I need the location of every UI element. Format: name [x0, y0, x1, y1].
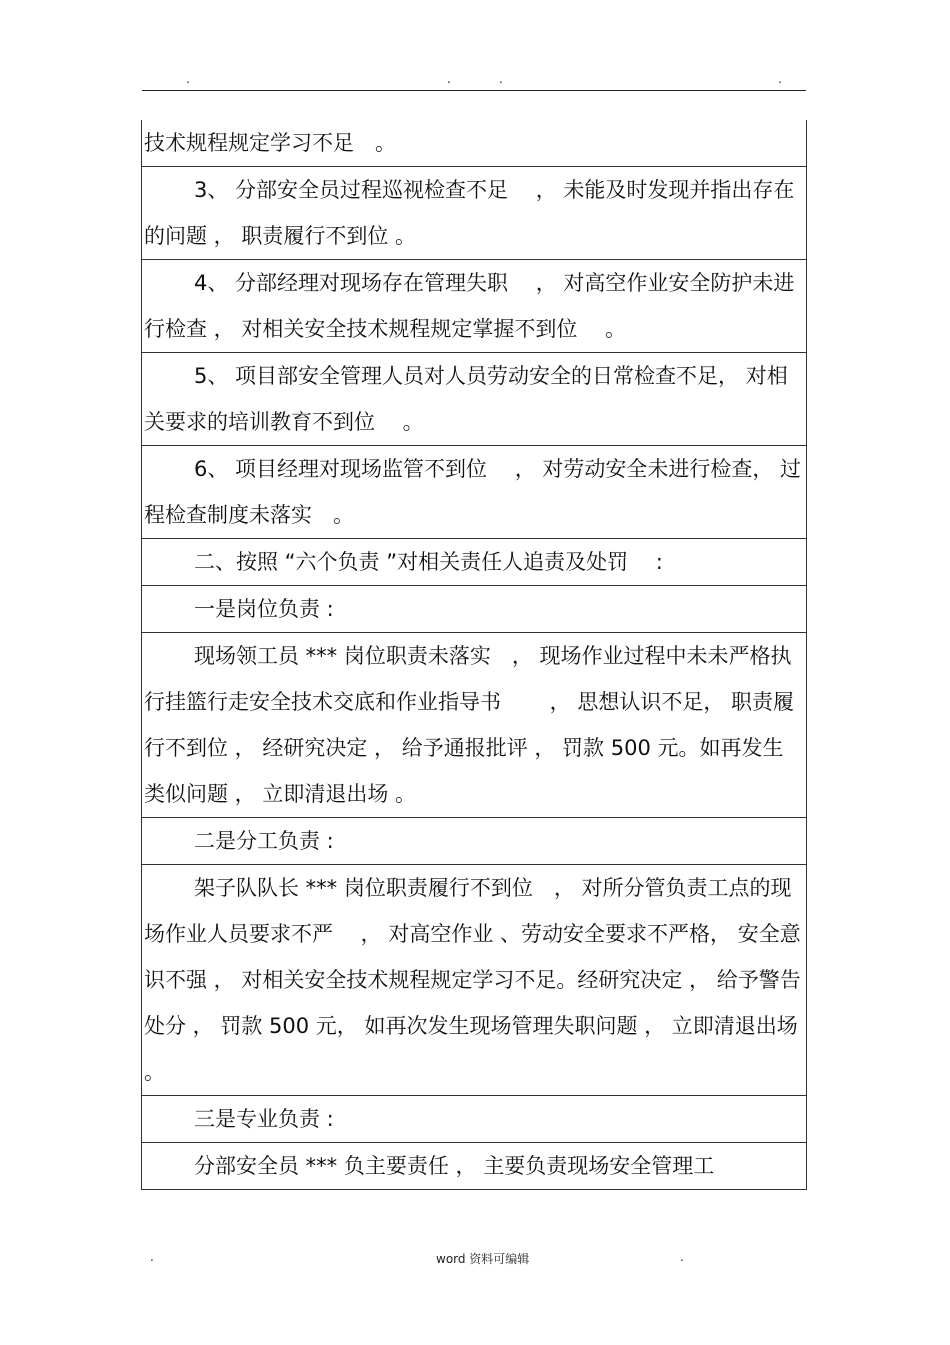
table-cell	[142, 353, 807, 446]
cell-text: 分部安全员 *** 负主要责任 ， 主要负责现场安全管理工	[194, 1154, 715, 1178]
footer-dot: .	[680, 1250, 684, 1264]
table-cell	[142, 633, 807, 818]
table-cell	[142, 586, 807, 633]
document-table	[141, 120, 807, 1190]
footer-text: word 资料可编辑	[436, 1252, 530, 1266]
cell-text: 现场领工员 *** 岗位职责未落实 ， 现场作业过程中未未严格执行挂篮行走安全技术交底和作业指导书 ， 思想认识不足， 职责履行不到位 ， 经研究决定 ， 给予通报批评 ， 罚款 500 元。如再发生类似问题 ， 立即清退出场 。	[144, 644, 795, 806]
cell-text: 二、按照 “六个负责 ”对相关责任人追责及处罚 :	[194, 550, 663, 574]
table-row	[142, 818, 807, 865]
cell-text: 一是岗位负责 :	[194, 597, 334, 621]
table-row	[142, 120, 807, 167]
table-row	[142, 865, 807, 1096]
header-dot: .	[499, 72, 503, 86]
table-row	[142, 633, 807, 818]
footer-dot: .	[150, 1250, 154, 1264]
table-continuation	[141, 1180, 807, 1186]
cell-text: 3、 分部安全员过程巡视检查不足 ， 未能及时发现并指出存在的问题 ， 职责履行不到位 。	[144, 178, 795, 248]
table-cell	[142, 865, 807, 1096]
cell-text: 4、 分部经理对现场存在管理失职 ， 对高空作业安全防护未进行检查 ， 对相关安全技术规程规定掌握不到位 。	[144, 271, 795, 341]
cell-text: 技术规程规定学习不足 。	[144, 131, 396, 155]
cell-text: 5、 项目部安全管理人员对人员劳动安全的日常检查不足， 对相关要求的培训教育不到位 。	[144, 364, 788, 434]
cell-text: 三是专业负责 :	[194, 1107, 334, 1131]
header-dot: .	[778, 72, 782, 86]
table-row	[142, 586, 807, 633]
table-row	[142, 260, 807, 353]
page-footer	[0, 1250, 950, 1270]
header-dot: .	[186, 72, 190, 86]
table-cell	[142, 120, 807, 167]
cell-text: 6、 项目经理对现场监管不到位 ， 对劳动安全未进行检查， 过程检查制度未落实 。	[144, 457, 802, 527]
header-rule	[142, 90, 806, 91]
table-cell	[142, 818, 807, 865]
header-dot: .	[447, 72, 451, 86]
table-row	[142, 353, 807, 446]
table-cell	[142, 446, 807, 539]
table-cell	[142, 260, 807, 353]
table-cell	[142, 539, 807, 586]
table-row	[142, 1096, 807, 1143]
table-row	[142, 446, 807, 539]
table-cell	[142, 1096, 807, 1143]
cell-text: 二是分工负责 :	[194, 829, 334, 853]
cell-text: 架子队队长 *** 岗位职责履行不到位 ， 对所分管负责工点的现场作业人员要求不严 ， 对高空作业 、劳动安全要求不严格， 安全意识不强 ， 对相关安全技术规程规定学习不足。经研究决定 ， 给予警告处分 ， 罚款 500 元， 如再次发生现场管理失职问题 ， 立即清退出场 。	[144, 876, 801, 1084]
table-row	[142, 539, 807, 586]
table-cell	[142, 167, 807, 260]
table-row	[142, 167, 807, 260]
